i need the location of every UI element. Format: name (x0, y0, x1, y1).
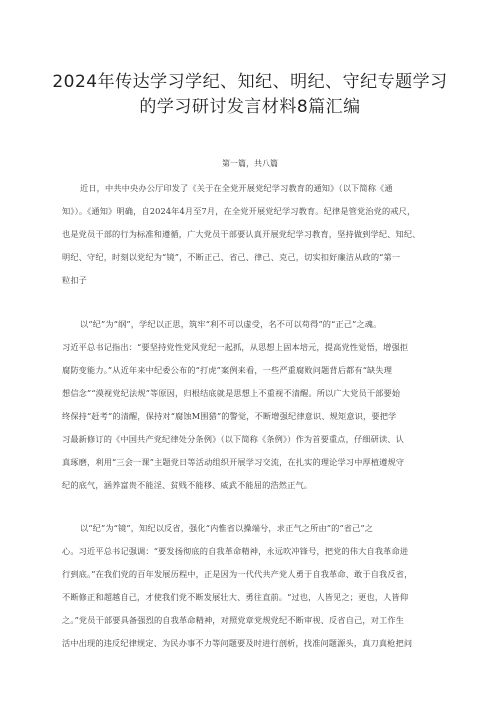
paragraph-line: 纪的底气，涵养富贵不能淫、贫贱不能移、威武不能屈的浩然正气。 (62, 480, 313, 490)
paragraph-line: 腐防变能力。”从近年来中纪委公布的“打虎”案例来看，一些严重腐败问题背后都有“缺失理 (62, 365, 393, 375)
paragraph-line: 终保持“赶考”的清醒，保持对“腐蚀M围猎”的警觉，不断增强纪律意识、规矩意识，要把学 (62, 411, 397, 421)
document-title-line-2: 的学习研讨发言材料8篇汇编 (139, 97, 361, 117)
paragraph-line: 知》）。《通知》明确，自2024年4月至7月，在全党开展党纪学习教育。纪律是管党治党的戒尺， (62, 206, 416, 216)
paragraph-line: 心。习近平总书记强调：“要发扬彻底的自我革命精神，永远吹冲锋号，把党的伟大自我革命进 (62, 546, 409, 556)
paragraph-line: 活中出现的违反纪律规定、为民办事不力等问题要及时进行剖析，找准问题源头，真刀真枪把问 (62, 638, 413, 648)
paragraph-line: 以“纪”为“纲”，学纪以正思，筑牢“利不可以虚受，名不可以苟得”的“正己”之魂。 (80, 319, 382, 329)
paragraph-line: 不断修正和超越自己，才使我们党不断发展壮大、勇往直前。“过也，人皆见之；更也，人皆仰 (62, 592, 409, 602)
paragraph-line: 想信念”“漠视党纪法规”等原因，归根结底就是思想上不重视不清醒。所以广大党员干部要始 (62, 388, 401, 398)
paragraph-line: 以“纪”为“镜”，知纪以反省，强化“内惟省以操端兮，求正气之所由”的“省己”之 (80, 523, 374, 533)
paragraph-line: 也是党员干部的行为标准和遵循，广大党员干部要认真开展党纪学习教育，坚持做到学纪、知纪、 (62, 229, 421, 239)
paragraph-line: 习最新修订的《中国共产党纪律处分条例》（以下简称《条例》）作为首要重点，仔细研读、认 (62, 434, 404, 444)
paragraph-line: 行到底。”在我们党的百年发展历程中，正是因为一代代共产党人勇于自我革命、敢于自我反省， (62, 569, 413, 579)
paragraph-line: 习近平总书记指出：“要坚持党性党风党纪一起抓，从思想上固本培元，提高党性觉悟，增强拒 (62, 342, 409, 352)
paragraph-line: 之。”党员干部要具备强烈的自我革命精神，对照党章党规党纪不断审视、反省自己，对工作生 (62, 615, 405, 625)
section-label: 第一篇，共八篇 (222, 159, 278, 168)
paragraph-line: 真琢磨，利用“三会一课”主题党日等活动组织开展学习交流，在扎实的理论学习中厚植遵规守 (62, 457, 405, 467)
document-title-line-1: 2024年传达学习学纪、知纪、明纪、守纪专题学习 (52, 72, 448, 92)
paragraph-line: 近日，中共中央办公厅印发了《关于在全党开展党纪学习教育的通知》（以下简称《通 (80, 183, 393, 193)
paragraph-line: 明纪、守纪，时刻以党纪为“镜”，不断正己、省己、律己、克己，切实扣好廉洁从政的“第一 (62, 252, 401, 262)
paragraph-line: 粒扣子 (62, 275, 88, 285)
